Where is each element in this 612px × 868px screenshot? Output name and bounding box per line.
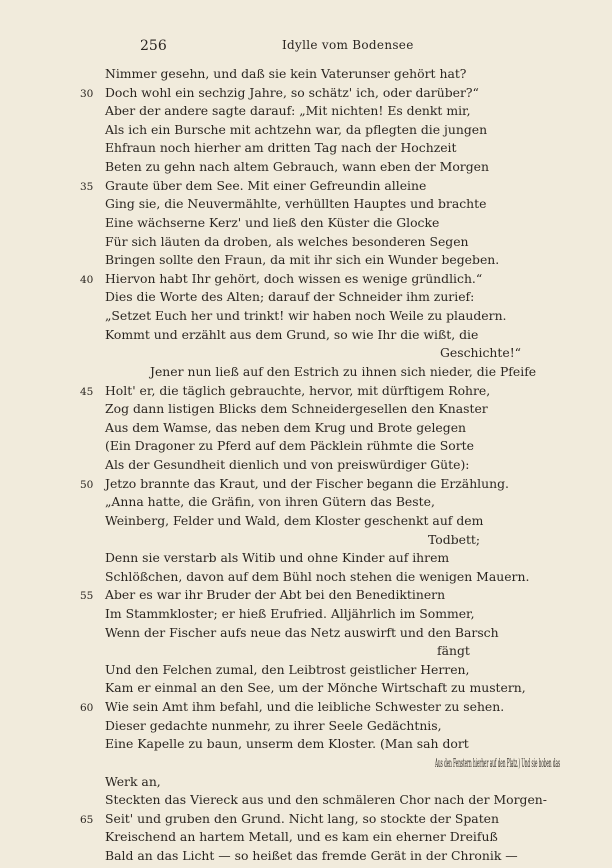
line-text: Für sich läuten da droben, als welches besonderen Segen — [105, 233, 469, 249]
line-text: Todbett; — [428, 531, 481, 547]
line-text: „Setzet Euch her und trinkt! wir haben noch Weile zu plaudern. — [105, 308, 507, 324]
verse-line — [0, 159, 612, 179]
line-text: Seit' und gruben den Grund. Nicht lang, so stockte der Spaten — [105, 810, 499, 826]
line-text: Hiervon habt Ihr gehört, doch wissen es wenige gründlich.“ — [105, 270, 483, 286]
line-text: Jetzo brannte das Kraut, und der Fischer begann die Erzählung. — [105, 475, 509, 491]
verse-line — [0, 532, 612, 552]
line-number: 55 — [80, 590, 94, 603]
page-header — [0, 38, 612, 58]
verse-line — [0, 569, 612, 589]
line-text: Wie sein Amt ihm befahl, und die leibliche Schwester zu sehen. — [105, 699, 505, 715]
line-text: Wenn der Fischer aufs neue das Netz auswirft und den Barsch — [105, 624, 499, 640]
line-text: Werk an, — [105, 773, 161, 789]
verse-line — [0, 848, 612, 868]
verse-line — [0, 327, 612, 347]
verse-line — [0, 252, 612, 272]
line-text: Bald an das Licht — so heißet das fremde Gerät in der Chronik — — [105, 848, 518, 864]
line-number: 35 — [80, 180, 94, 193]
verse-line — [0, 122, 612, 142]
verse-line — [0, 401, 612, 421]
line-text: Graute über dem See. Mit einer Gefreundin alleine — [105, 177, 427, 193]
line-text: Ehfraun noch hierher am dritten Tag nach der Hochzeit — [105, 140, 457, 156]
verse-line — [0, 829, 612, 849]
line-text: Als ich ein Bursche mit achtzehn war, da pflegten die jungen — [105, 121, 488, 137]
line-text: Steckten das Viereck aus und den schmäleren Chor nach der Morgen- — [105, 792, 547, 808]
verse-line — [0, 66, 612, 86]
line-text: Denn sie verstarb als Witib und ohne Kinder auf ihrem — [105, 550, 450, 566]
verse-line — [0, 643, 612, 663]
line-text: Dies die Worte des Alten; darauf der Schneider ihm zurief: — [105, 289, 475, 305]
line-text: Dieser gedachte nunmehr, zu ihrer Seele Gedächtnis, — [105, 717, 442, 733]
line-number: 45 — [80, 385, 94, 398]
verse-line — [0, 736, 612, 756]
line-number: 40 — [80, 273, 94, 286]
line-text: Eine wächserne Kerz' und ließ den Küster die Glocke — [105, 214, 440, 230]
verse-line — [0, 494, 612, 514]
line-text: Aber es war ihr Bruder der Abt bei den Benediktinern — [105, 587, 446, 603]
verse-line — [0, 103, 612, 123]
line-text: Nimmer gesehn, und daß sie kein Vaterunser gehört hat? — [105, 66, 467, 81]
line-text: Ging sie, die Neuvermählte, verhüllten Hauptes und brachte — [105, 196, 487, 212]
line-number: 50 — [80, 478, 94, 491]
line-text: Zog dann listigen Blicks dem Schneidergesellen den Knaster — [105, 401, 488, 417]
line-text: Aber der andere sagte darauf: „Mit nichten! Es denkt mir, — [105, 103, 471, 119]
verse-line — [0, 513, 612, 533]
line-text: Doch wohl ein sechzig Jahre, so schätz' ich, oder darüber?“ — [105, 84, 479, 100]
line-text: Kreischend an hartem Metall, und es kam ein eherner Dreifuß — [105, 829, 498, 845]
line-text: Kam er einmal an den See, um der Mönche Wirtschaft zu mustern, — [105, 680, 526, 696]
verse-line — [0, 606, 612, 626]
verse-line — [0, 755, 612, 775]
line-text: Bringen sollte den Fraun, da mit ihr sich ein Wunder begeben. — [105, 252, 500, 268]
verse-line — [0, 234, 612, 254]
verse-line — [0, 345, 612, 365]
line-text: Schlößchen, davon auf dem Bühl noch stehen die wenigen Mauern. — [105, 568, 530, 584]
line-number: 30 — [80, 87, 94, 100]
line-number: 60 — [80, 702, 94, 715]
verse-line — [0, 85, 612, 105]
verse-line — [0, 308, 612, 328]
verse-line — [0, 625, 612, 645]
line-number: 65 — [80, 813, 94, 826]
verse-line — [0, 289, 612, 309]
line-text: Und den Felchen zumal, den Leibtrost geistlicher Herren, — [105, 661, 470, 677]
line-text: Eine Kapelle zu baun, unserm dem Kloster. (Man sah dort — [105, 736, 469, 752]
line-text: Im Stammkloster; er hieß Erufried. Alljährlich im Sommer, — [105, 605, 475, 621]
line-text: Jener nun ließ auf den Estrich zu ihnen sich nieder, die Pfeife — [150, 363, 537, 379]
verse-line — [0, 457, 612, 477]
line-text: (Ein Dragoner zu Pferd auf dem Päcklein rühmte die Sorte — [105, 438, 474, 454]
line-text: Weinberg, Felder und Wald, dem Kloster geschenkt auf dem — [105, 512, 484, 528]
verse-line — [0, 271, 612, 291]
verse-line — [0, 140, 612, 160]
line-text: Beten zu gehn nach altem Gebrauch, wann eben der Morgen — [105, 159, 489, 175]
verse-line — [0, 587, 612, 607]
line-text: fängt — [437, 643, 470, 659]
verse-line — [0, 699, 612, 719]
verse-line — [0, 383, 612, 403]
verse-line — [0, 476, 612, 496]
page-number: 256 — [140, 38, 167, 54]
verse-line — [0, 774, 612, 794]
line-text: Aus den Fenstern hierher auf den Platz.) Und sie hoben das — [435, 754, 561, 770]
verse-line — [0, 420, 612, 440]
running-title: Idylle vom Bodensee — [282, 38, 414, 52]
verse-line — [0, 718, 612, 738]
line-text: Als der Gesundheit dienlich und von preiswürdiger Güte): — [105, 457, 470, 473]
verse-line — [0, 550, 612, 570]
verse-line — [0, 178, 612, 198]
verse-line — [0, 196, 612, 216]
verse-line — [0, 680, 612, 700]
verse-line — [0, 792, 612, 812]
line-text: „Anna hatte, die Gräfin, von ihren Gütern das Beste, — [105, 494, 435, 510]
line-text: Holt' er, die täglich gebrauchte, hervor, mit dürftigem Rohre, — [105, 382, 491, 398]
line-text: Aus dem Wamse, das neben dem Krug und Brote gelegen — [105, 419, 467, 435]
verse-line — [0, 364, 612, 384]
verse-line — [0, 215, 612, 235]
verse-line — [0, 438, 612, 458]
line-text: Kommt und erzählt aus dem Grund, so wie Ihr die wißt, die — [105, 326, 479, 342]
line-text: Geschichte!“ — [440, 345, 522, 361]
verse-line — [0, 662, 612, 682]
verse-line — [0, 811, 612, 831]
